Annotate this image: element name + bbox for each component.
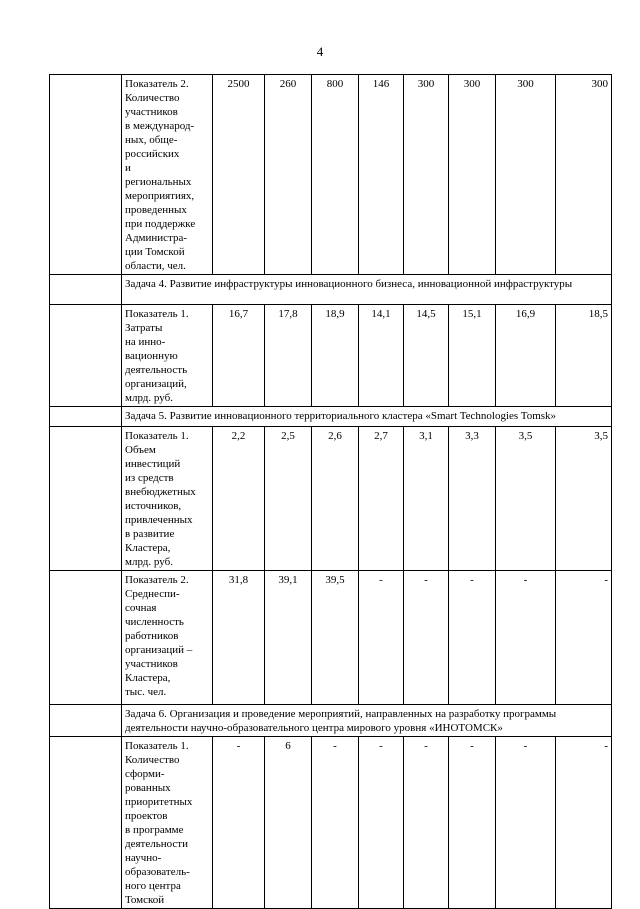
indicator-label-line: Томской (125, 894, 165, 906)
indicator-value: 31,8 (213, 571, 265, 705)
indicator-value: 18,5 (556, 305, 612, 407)
indicator-value: 18,9 (312, 305, 359, 407)
indicator-label-line: Показатель 1. (125, 308, 189, 320)
section-cell (50, 75, 122, 275)
indicator-label-line: сформи- (125, 768, 165, 780)
indicator-label-line: привлеченных (125, 514, 193, 526)
task-title: Задача 5. Развитие инновационного территориального кластера «Smart Technologies Tomsk» (122, 407, 612, 427)
indicator-value: 39,1 (265, 571, 312, 705)
indicator-label-line: Показатель 2. (125, 574, 189, 586)
indicator-label-line: инвестиций (125, 458, 181, 470)
indicator-value: 2,2 (213, 427, 265, 571)
indicator-value: 2,6 (312, 427, 359, 571)
indicator-label-line: в развитие (125, 528, 175, 540)
indicator-label-line: деятельность (125, 364, 188, 376)
indicator-value: 3,5 (556, 427, 612, 571)
section-cell (50, 427, 122, 571)
indicator-row (50, 75, 612, 275)
indicator-label-line: Среднеспи- (125, 588, 180, 600)
indicator-label-line: проведенных (125, 204, 187, 216)
indicator-value: 146 (359, 75, 404, 275)
indicator-value: 6 (265, 737, 312, 909)
indicator-label-line: ного центра (125, 880, 181, 892)
indicator-label-line: организаций – (125, 644, 193, 656)
indicator-label-line: Администра- (125, 232, 188, 244)
indicator-value: - (404, 571, 449, 705)
indicator-value: 3,1 (404, 427, 449, 571)
indicator-label-line: мероприятиях, (125, 190, 195, 202)
indicator-label-line: российских (125, 148, 180, 160)
indicator-label-line: Количество (125, 92, 180, 104)
indicator-label-line: научно- (125, 852, 162, 864)
indicator-label (122, 571, 213, 705)
indicator-value: - (496, 737, 556, 909)
indicator-label-line: Кластера, (125, 672, 171, 684)
indicator-value: 17,8 (265, 305, 312, 407)
indicator-value: 3,5 (496, 427, 556, 571)
indicator-value: - (556, 571, 612, 705)
indicator-row (50, 571, 612, 705)
indicator-row (50, 305, 612, 407)
indicator-label-line: ных, обще- (125, 134, 178, 146)
task-row (50, 705, 612, 737)
indicator-value: - (449, 737, 496, 909)
indicator-label-line: Показатель 2. (125, 78, 189, 90)
section-cell (50, 407, 122, 427)
indicator-label-line: ции Томской (125, 246, 185, 258)
section-cell (50, 737, 122, 909)
indicator-label (122, 737, 213, 909)
indicator-value: - (359, 571, 404, 705)
indicator-label-line: численность (125, 616, 184, 628)
indicator-value: 2,7 (359, 427, 404, 571)
indicator-label-line: организаций, (125, 378, 187, 390)
indicator-label-line: внебюджетных (125, 486, 196, 498)
indicator-label-line: приоритетных (125, 796, 193, 808)
indicator-value: 800 (312, 75, 359, 275)
indicator-label-line: в программе (125, 824, 184, 836)
indicator-label-line: в международ- (125, 120, 195, 132)
indicators-table (49, 74, 612, 909)
indicator-label-line: тыс. чел. (125, 686, 167, 698)
indicator-label-line: на инно- (125, 336, 166, 348)
indicator-value: 15,1 (449, 305, 496, 407)
indicator-value: 300 (449, 75, 496, 275)
indicator-value: 3,3 (449, 427, 496, 571)
indicator-label-line: млрд. руб. (125, 392, 173, 404)
indicator-value: 14,1 (359, 305, 404, 407)
indicator-label-line: рованных (125, 782, 171, 794)
indicator-row (50, 427, 612, 571)
indicator-value: 300 (556, 75, 612, 275)
indicator-label-line: из средств (125, 472, 174, 484)
indicator-label-line: Количество (125, 754, 180, 766)
indicator-value: - (359, 737, 404, 909)
indicator-value: 2500 (213, 75, 265, 275)
indicator-label-line: источников, (125, 500, 182, 512)
indicator-value: 2,5 (265, 427, 312, 571)
indicator-label-line: Кластера, (125, 542, 171, 554)
task-row (50, 275, 612, 305)
section-cell (50, 705, 122, 737)
indicator-label-line: участников (125, 658, 178, 670)
indicator-value: 300 (496, 75, 556, 275)
indicator-label-line: сочная (125, 602, 157, 614)
indicator-label-line: деятельности (125, 838, 188, 850)
indicator-value: - (556, 737, 612, 909)
indicator-value: 16,9 (496, 305, 556, 407)
task-title: Задача 4. Развитие инфраструктуры инновационного бизнеса, инновационной инфраструктуры (122, 275, 612, 305)
indicator-label-line: Объем (125, 444, 156, 456)
indicator-value: 260 (265, 75, 312, 275)
indicator-label-line: млрд. руб. (125, 556, 173, 568)
indicator-label-line: проектов (125, 810, 168, 822)
indicator-value: 300 (404, 75, 449, 275)
indicator-label-line: Показатель 1. (125, 740, 189, 752)
section-cell (50, 305, 122, 407)
section-cell (50, 571, 122, 705)
indicator-label-line: области, чел. (125, 260, 186, 272)
task-title: Задача 6. Организация и проведение мероприятий, направленных на разработку программы деятельности научно-образовательного центра мирового уровня «ИНОТОМСК» (122, 705, 612, 737)
indicator-label-line: при поддержке (125, 218, 196, 230)
indicator-row (50, 737, 612, 909)
indicator-label-line: образователь- (125, 866, 190, 878)
indicator-label (122, 427, 213, 571)
indicator-value: 16,7 (213, 305, 265, 407)
section-cell (50, 275, 122, 305)
indicator-label-line: Показатель 1. (125, 430, 189, 442)
indicator-label-line: работников (125, 630, 179, 642)
page-number: 4 (316, 44, 324, 59)
indicator-label-line: и (125, 162, 131, 174)
indicator-value: - (312, 737, 359, 909)
indicator-value: - (404, 737, 449, 909)
indicator-value: 39,5 (312, 571, 359, 705)
indicator-label-line: Затраты (125, 322, 163, 334)
indicator-label-line: региональных (125, 176, 192, 188)
indicator-label-line: вационную (125, 350, 178, 362)
indicator-value: - (449, 571, 496, 705)
task-row (50, 407, 612, 427)
indicator-value: 14,5 (404, 305, 449, 407)
indicator-label-line: участников (125, 106, 178, 118)
indicator-label (122, 75, 213, 275)
indicator-value: - (213, 737, 265, 909)
indicator-label (122, 305, 213, 407)
indicator-value: - (496, 571, 556, 705)
